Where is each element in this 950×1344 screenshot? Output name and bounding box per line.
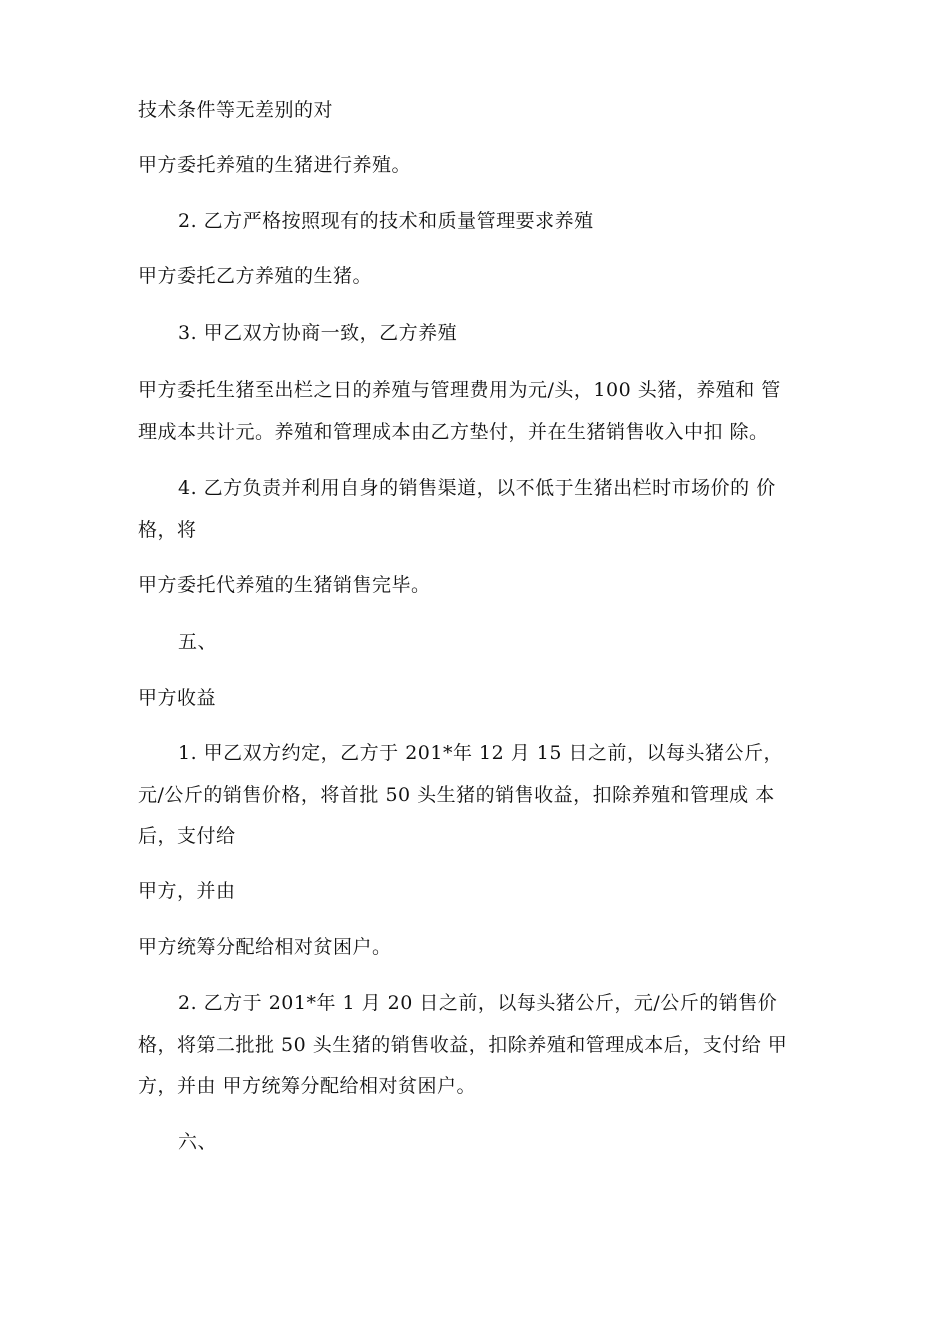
clause-3-line-2: 甲方委托生猪至出栏之日的养殖与管理费用为元/头，100 头猪，养殖和 管 (138, 379, 781, 401)
clause-4-line-2: 格，将 (138, 519, 197, 541)
income-clause-2-line-1: 2. 乙方于 201*年 1 月 20 日之前，以每头猪公斤，元/公斤的销售价 (178, 992, 778, 1014)
text-line-2: 甲方委托养殖的生猪进行养殖。 (138, 154, 412, 176)
income-clause-2-line-3: 方，并由 甲方统筹分配给相对贫困户。 (138, 1075, 477, 1097)
clause-4-line-3: 甲方委托代养殖的生猪销售完毕。 (138, 574, 431, 596)
section-5-title: 甲方收益 (138, 687, 217, 709)
clause-3-line-1: 3. 甲乙双方协商一致，乙方养殖 (178, 322, 458, 344)
income-clause-1-line-5: 甲方统筹分配给相对贫困户。 (138, 936, 392, 958)
section-6-heading: 六、 (178, 1131, 218, 1153)
income-clause-1-line-1: 1. 甲乙双方约定，乙方于 201*年 12 月 15 日之前，以每头猪公斤， (178, 742, 783, 764)
income-clause-1-line-2: 元/公斤的销售价格，将首批 50 头生猪的销售收益，扣除养殖和管理成 本 (138, 784, 775, 806)
income-clause-2-line-2: 格，将第二批批 50 头生猪的销售收益，扣除养殖和管理成本后，支付给 甲 (138, 1034, 788, 1056)
clause-2-line-1: 2. 乙方严格按照现有的技术和质量管理要求养殖 (178, 210, 594, 232)
clause-2-line-2: 甲方委托乙方养殖的生猪。 (138, 265, 373, 287)
income-clause-1-line-4: 甲方，并由 (138, 880, 236, 902)
clause-4-line-1: 4. 乙方负责并利用自身的销售渠道，以不低于生猪出栏时市场价的 价 (178, 477, 776, 499)
section-5-heading: 五、 (178, 631, 218, 653)
income-clause-1-line-3: 后，支付给 (138, 825, 236, 847)
clause-3-line-3: 理成本共计元。养殖和管理成本由乙方垫付，并在生猪销售收入中扣 除。 (138, 421, 769, 443)
text-line-1: 技术条件等无差别的对 (138, 99, 334, 121)
